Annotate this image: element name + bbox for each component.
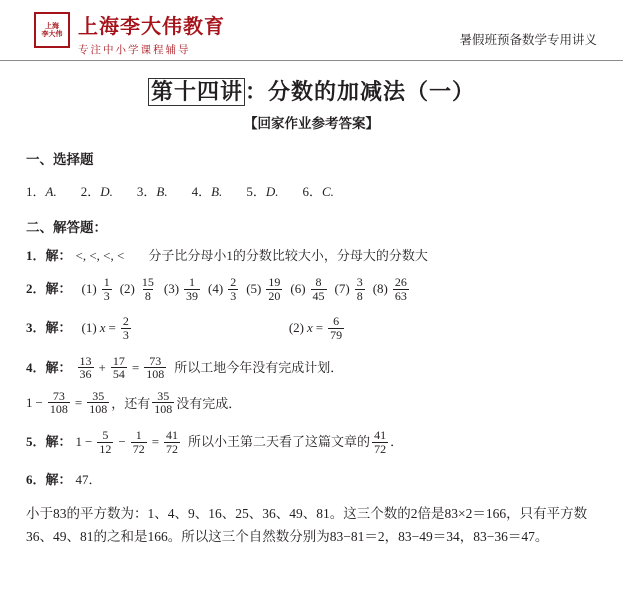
answer-3-fraction-2: $\frac{6}{79}$ [330, 314, 343, 343]
choice-4-answer: B. [211, 184, 223, 199]
answer-2-label-7: (7) [334, 281, 350, 297]
answer-5-fraction-2: $\frac{1}{72}$ [132, 428, 145, 456]
answer-5-one: 1 [75, 433, 83, 449]
answer-4-fraction-2: $\frac{17}{54}$ [112, 353, 125, 382]
answer-4-line2-equals: = [74, 394, 83, 410]
header-note: 暑假班预备数学专用讲义 [459, 33, 597, 47]
answer-3-lead: 3．解： [26, 320, 72, 336]
answer-item-3 [26, 315, 601, 341]
answer-2-lead: 2．解： [26, 281, 72, 297]
answer-item-4-line2 [26, 390, 601, 416]
answer-1-explanation: 分子比分母小1的分数比较大小，分母大的分数大 [148, 248, 428, 263]
answer-4-line2-tail: 没有完成． [176, 396, 242, 412]
answer-5-equals: = [151, 433, 160, 449]
answer-4-one: 1 [26, 394, 33, 410]
answer-3-label-1: (1) [81, 320, 97, 336]
answer-4-lead: 4．解： [26, 359, 72, 375]
answer-5-period: ． [390, 433, 404, 449]
answer-2-fraction-4: $\frac{2}{3}$ [230, 275, 237, 303]
page-header [0, 0, 623, 61]
answer-1-lead: 1．解： [26, 248, 72, 263]
section-heading-one: 一、选择题 [26, 152, 94, 167]
answer-5-minus-2: − [118, 433, 126, 449]
answer-5-fraction-1: $\frac{5}{12}$ [99, 428, 112, 456]
answer-3-fraction-1: $\frac{2}{3}$ [122, 314, 129, 343]
answer-2-fraction-8: $\frac{26}{63}$ [394, 275, 407, 303]
choice-5 [246, 181, 278, 200]
choice-5-number: 5． [246, 184, 266, 199]
choice-2-number: 2． [80, 184, 101, 199]
answer-2-label-3: (3) [163, 281, 180, 297]
answer-2-label-2: (2) [119, 281, 135, 297]
page-title-rest: ：分数的加减法（一） [245, 79, 476, 104]
choice-answer-row [26, 181, 601, 200]
choice-1-answer: A. [45, 184, 57, 199]
answer-2-label-1: (1) [81, 281, 97, 297]
answer-2-fraction-7: $\frac{3}{8}$ [356, 275, 363, 303]
answer-6-paragraph: 小于83的平方数为：1、4、9、16、25、36、49、81。这三个数的2倍是83×2＝166，只有平方数36、49、81的之和是166。所以这三个自然数分别为83−81＝2，83−49＝34，83−36＝47。 [26, 505, 588, 545]
choice-6 [302, 181, 333, 200]
answer-3-var-2: x [306, 320, 313, 336]
answer-1-compare: <, <, <, < [75, 248, 125, 263]
answer-5-minus-1: − [85, 433, 93, 449]
choice-4-number: 4． [191, 184, 212, 199]
answer-4-equals: = [131, 359, 140, 375]
choice-6-answer: C. [321, 184, 334, 199]
answer-2-label-4: (4) [208, 281, 224, 297]
answer-4-tail: 所以工地今年没有完成计划． [174, 359, 344, 375]
answer-4-minus: − [35, 394, 43, 410]
choice-3-number: 3． [136, 184, 157, 199]
answer-4-line2-fraction-2: $\frac{35}{108}$ [89, 388, 108, 417]
answer-item-5 [26, 429, 601, 455]
answer-3-eq-1: = [108, 320, 116, 336]
answer-3-eq-2: = [315, 320, 324, 336]
brand-block [78, 10, 225, 57]
answer-2-label-8: (8) [372, 281, 388, 297]
choice-5-answer: D. [265, 184, 279, 199]
logo-icon: 上海 李大伟 [41, 22, 63, 38]
answer-4-line2-fraction-1: $\frac{73}{108}$ [49, 388, 68, 417]
page-title-boxed: 第十四讲 [148, 78, 245, 106]
answer-4-line2-fraction-3: $\frac{35}{108}$ [154, 388, 173, 417]
answer-2-fraction-6: $\frac{8}{45}$ [312, 275, 325, 303]
answer-3-label-2: (2) [288, 320, 304, 336]
choice-2-answer: D. [100, 184, 113, 199]
choice-1-number: 1． [26, 184, 46, 199]
choice-1 [26, 181, 57, 200]
answer-5-fraction-3: $\frac{41}{72}$ [166, 428, 179, 456]
choice-3 [137, 181, 168, 200]
answer-5-fraction-4: $\frac{41}{72}$ [374, 428, 387, 456]
answer-2-fraction-2: $\frac{15}{8}$ [141, 275, 154, 303]
answer-6-lead: 6．解： [26, 472, 72, 488]
answer-item-2 [26, 276, 601, 302]
page-subtitle: 【回家作业参考答案】 [244, 116, 379, 131]
answer-2-fraction-3: $\frac{1}{39}$ [186, 275, 199, 303]
answer-item-1 [26, 249, 601, 263]
brand-name: 上海李大伟教育 [78, 16, 225, 38]
section-heading-two: 二、解答题： [26, 220, 107, 235]
answer-4-line2-mid: ，还有 [111, 396, 151, 412]
page-title [0, 75, 623, 106]
answer-3-var-1: x [99, 320, 106, 336]
logo [34, 12, 70, 48]
answer-6-value: 47． [75, 472, 102, 488]
choice-2 [81, 181, 113, 200]
answer-2-fraction-1: $\frac{1}{3}$ [103, 275, 110, 303]
choice-6-number: 6． [302, 184, 322, 199]
document-body [0, 148, 623, 549]
answer-item-4 [26, 355, 601, 381]
answer-5-lead: 5．解： [26, 433, 72, 449]
answer-2-label-6: (6) [290, 281, 306, 297]
answer-item-6 [26, 473, 601, 487]
answer-5-tail: 所以小王第二天看了这篇文章的 [188, 433, 371, 449]
choice-3-answer: B. [156, 184, 168, 199]
answer-2-label-5: (5) [246, 281, 262, 297]
answer-2-fraction-5: $\frac{19}{20}$ [268, 275, 281, 303]
answer-4-fraction-1: $\frac{13}{36}$ [79, 353, 92, 382]
answer-4-plus: + [98, 359, 106, 375]
brand-tagline: 专注中小学课程辅导 [78, 45, 191, 56]
answer-4-fraction-3: $\frac{73}{108}$ [146, 353, 165, 382]
choice-4 [192, 181, 223, 200]
